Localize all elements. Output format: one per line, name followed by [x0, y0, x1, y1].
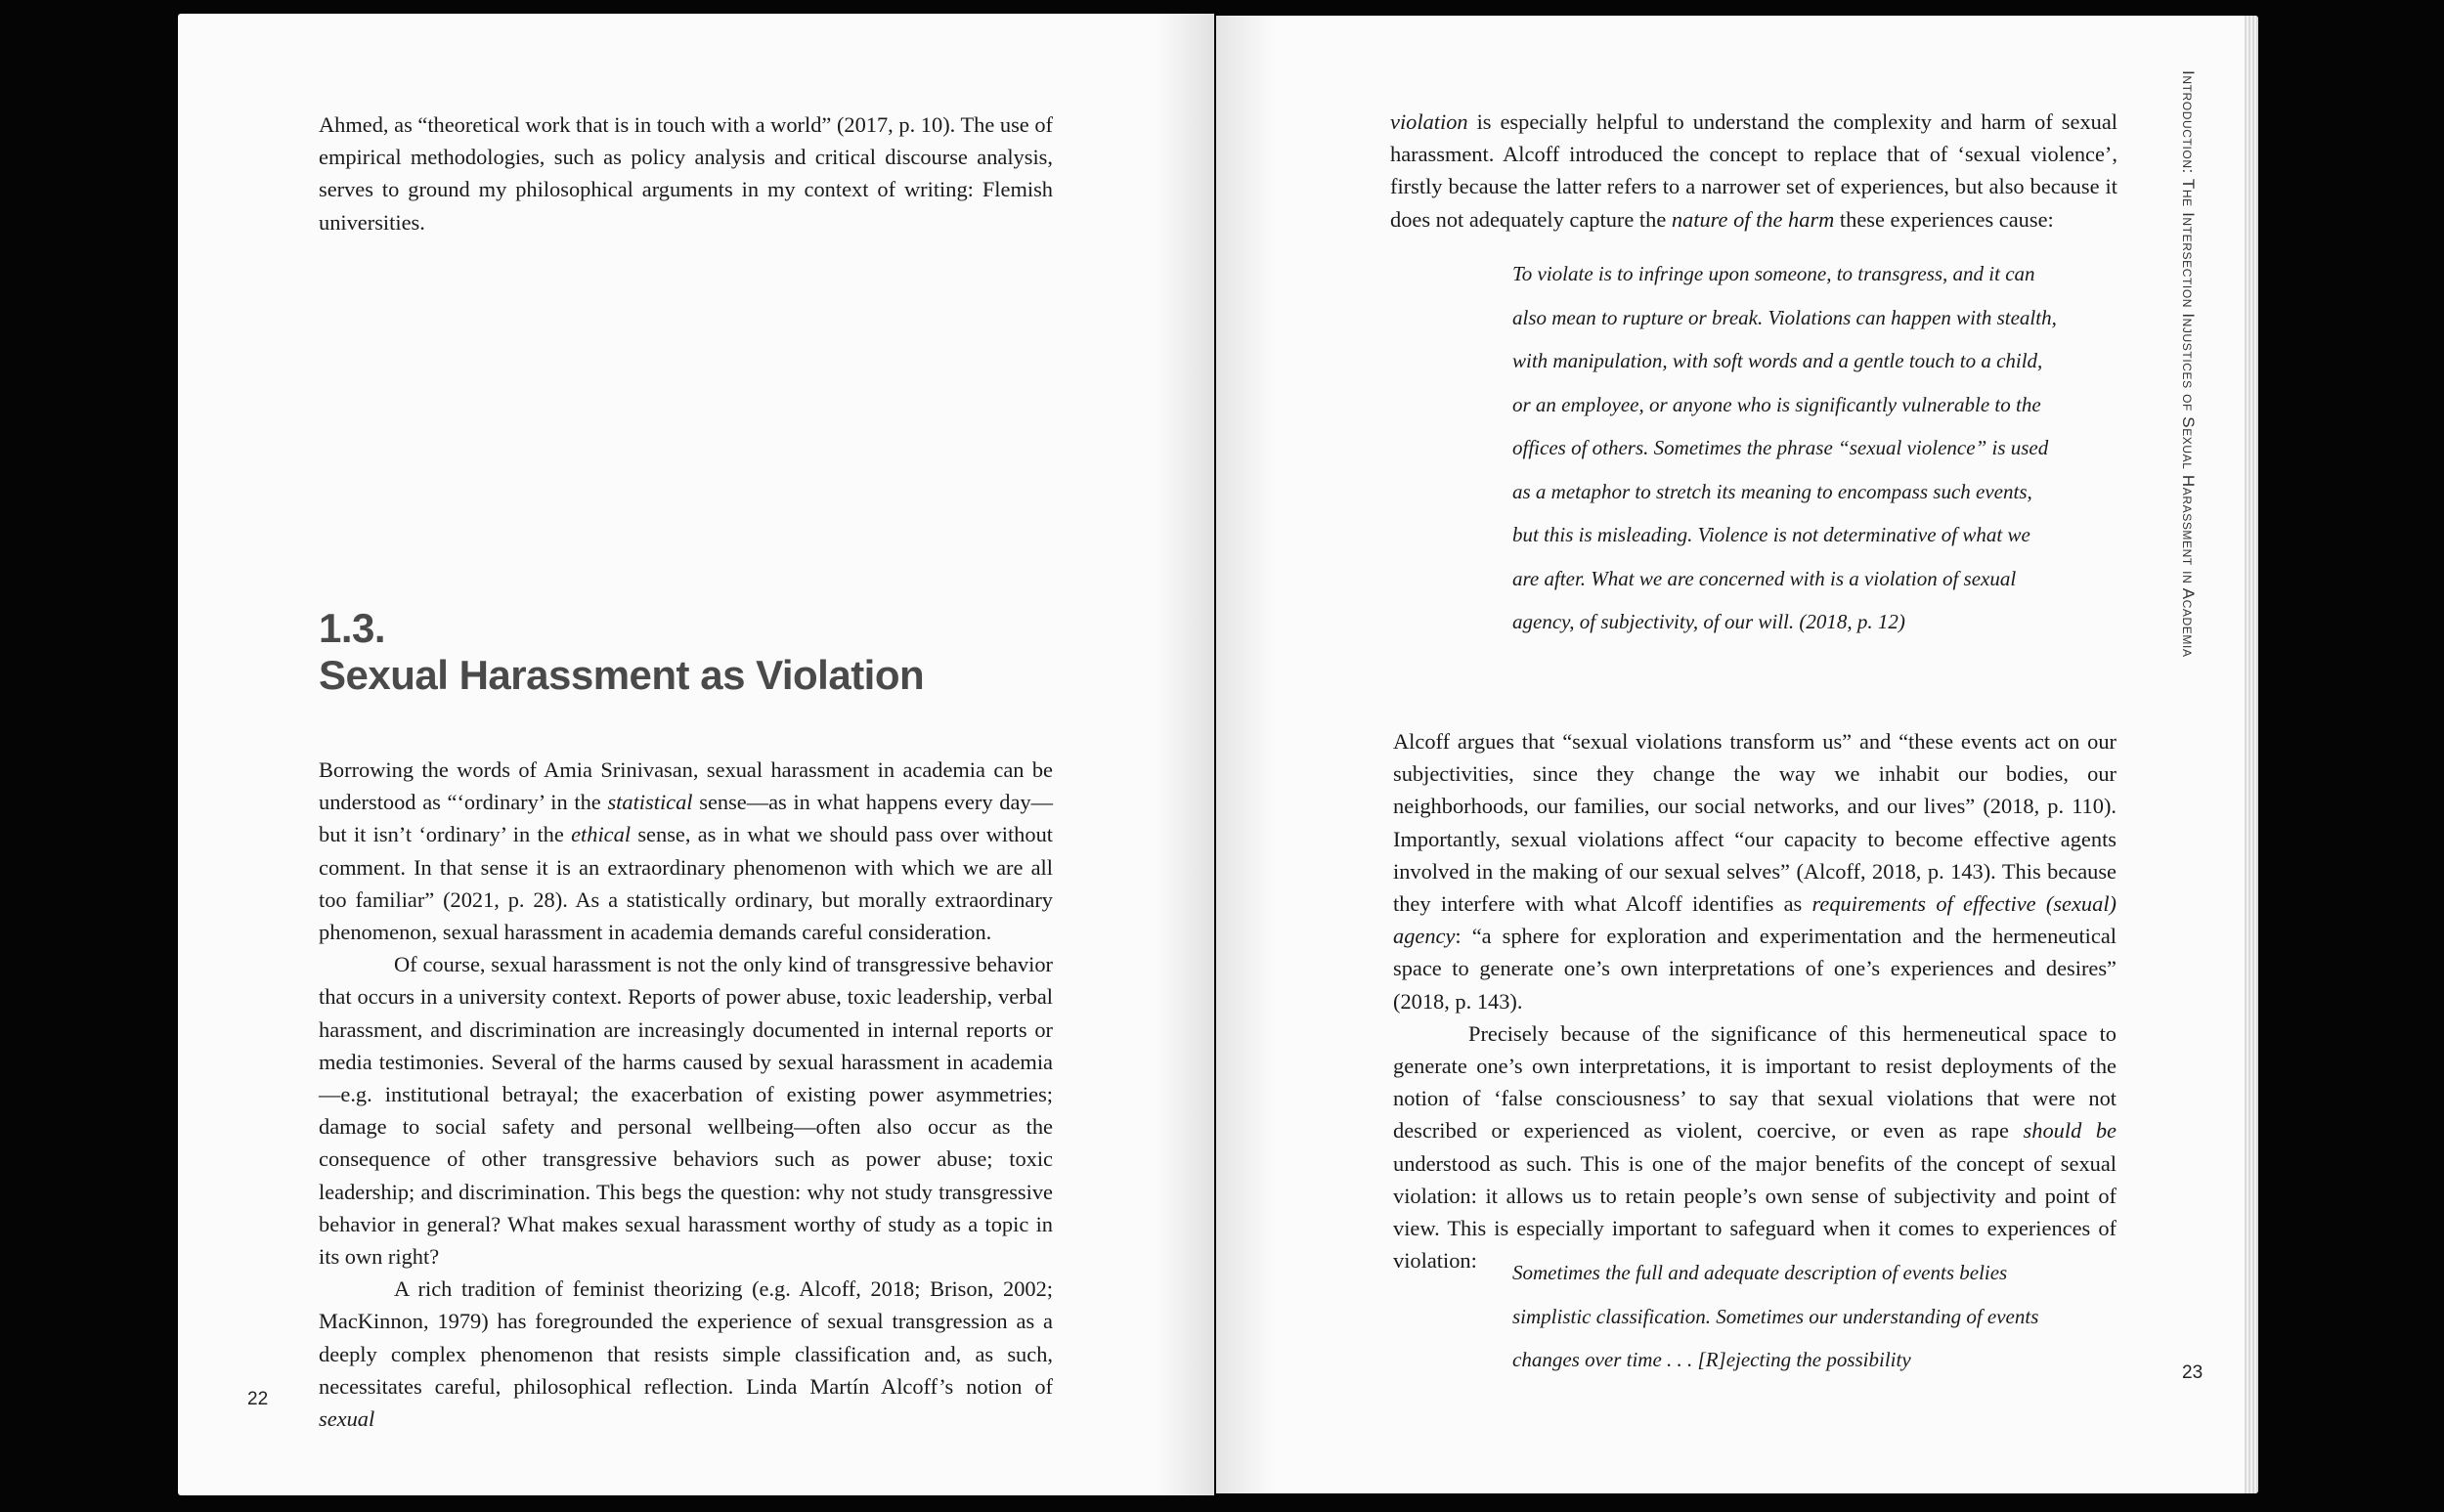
block-quote: Sometimes the full and adequate description of events belies simplistic classification. Sometimes our understanding of events changes over time . . . [R]ejecting the possibility [1512, 1261, 2039, 1371]
running-head: Introduction: The Intersection Injustices of Sexual Harassment in Academia [2179, 70, 2198, 658]
section-title: Sexual Harassment as Violation [319, 652, 925, 698]
block-quote: To violate is to infringe upon someone, to transgress, and it can also mean to rupture or break. Violations can happen with stealth, with manipulation, with soft words and a gentle touch to a child, or an employee, or anyone who is significantly vulnerable to the offices of others. Sometimes the phrase “sexual violence” is used as a metaphor to stretch its meaning to encompass such events, but this is misleading. Violence is not determinative of what we are after. What we are concerned with is a violation of sexual agency, of subjectivity, of our will. (2018, p. 12) [1512, 262, 2057, 633]
paragraph: Alcoff argues that “sexual violations transform us” and “these events act on our subjectivities, since they change the way we inhabit our bodies, our neighborhoods, our families, our social networks, and our lives” (2018, p. 110). Importantly, sexual violations affect “our capacity to become effective agents involved in the making of our sexual selves” (Alcoff, 2018, p. 143). This because they interfere with what Alcoff identifies as requirements of effective (sexual) agency: “a sphere for exploration and experimentation and the hermeneutical space to generate one’s own interpretations of one’s experiences and desires” (2018, p. 143). [1393, 729, 2117, 1014]
paragraph: Borrowing the words of Amia Srinivasan, sexual harassment in academia can be understood as “‘ordinary’ in the statistical sense—as in what happens every day—but it isn’t ‘ordinary’ in the ethical sense, as in what we should pass over without comment. In that sense it is an extraordinary phenomenon with which we are all too familiar” (2021, p. 28). As a statistically ordinary, but morally extraordinary phenomenon, sexual harassment in academia demands careful consideration. [319, 757, 1053, 945]
gutter-shadow [1156, 14, 1214, 1495]
paragraph: Precisely because of the significance of this hermeneutical space to generate one’s own interpretations, it is important to resist deployments of the notion of ‘false consciousness’ to say that sexual violations that were not described or experienced as violent, coercive, or even as rape should be understood as such. This is one of the major benefits of the concept of sexual violation: it allows us to retain people’s own sense of subjectivity and point of view. This is especially important to safeguard when it comes to experiences of violation: [1393, 1020, 2117, 1274]
page-number: 23 [2182, 1362, 2204, 1383]
paragraph: A rich tradition of feminist theorizing (e.g. Alcoff, 2018; Brison, 2002; MacKinnon, 1979) has foregrounded the experience of sexual transgression as a deeply complex phenomenon that resists simple classification and, as such, necessitates careful, philosophical reflection. Linda Martín Alcoff’s notion of sexual [319, 1276, 1053, 1432]
intro-paragraph: Ahmed, as “theoretical work that is in touch with a world” (2017, p. 10). The use of empirical methodologies, such as policy analysis and critical discourse analysis, serves to ground my philosophical arguments in my context of writing: Flemish universities. [319, 112, 1053, 235]
gutter-shadow [1216, 16, 1275, 1493]
right-page [1216, 16, 2258, 1493]
section-heading [319, 605, 924, 699]
body-paragraphs [1393, 725, 2117, 1276]
section-body [319, 754, 1053, 1435]
paragraph: Of course, sexual harassment is not the only kind of transgressive behavior that occurs in a university context. Reports of power abuse, toxic leadership, verbal harassment, and discrimination are increasingly documented in internal reports or media testimonies. Several of the harms caused by sexual harassment in academia—e.g. institutional betrayal; the exacerbation of existing power asymmetries; damage to social safety and personal wellbeing—often also occur as the consequence of other transgressive behaviors such as power abuse; toxic leadership; and discrimination. This begs the question: why not study transgressive behavior in general? What makes sexual harassment worthy of study as a topic in its own right? [319, 952, 1053, 1270]
page-number: 22 [247, 1389, 269, 1409]
opening-paragraph: violation is especially helpful to understand the complexity and harm of sexual harassment. Alcoff introduced the concept to replace that of ‘sexual violence’, firstly because the latter refers to a narrower set of experiences, but also because it does not adequately capture the nature of the harm these experiences cause: [1390, 109, 2117, 232]
page-edge [2245, 16, 2258, 1493]
section-number: 1.3. [319, 605, 386, 651]
left-page [178, 14, 1214, 1495]
